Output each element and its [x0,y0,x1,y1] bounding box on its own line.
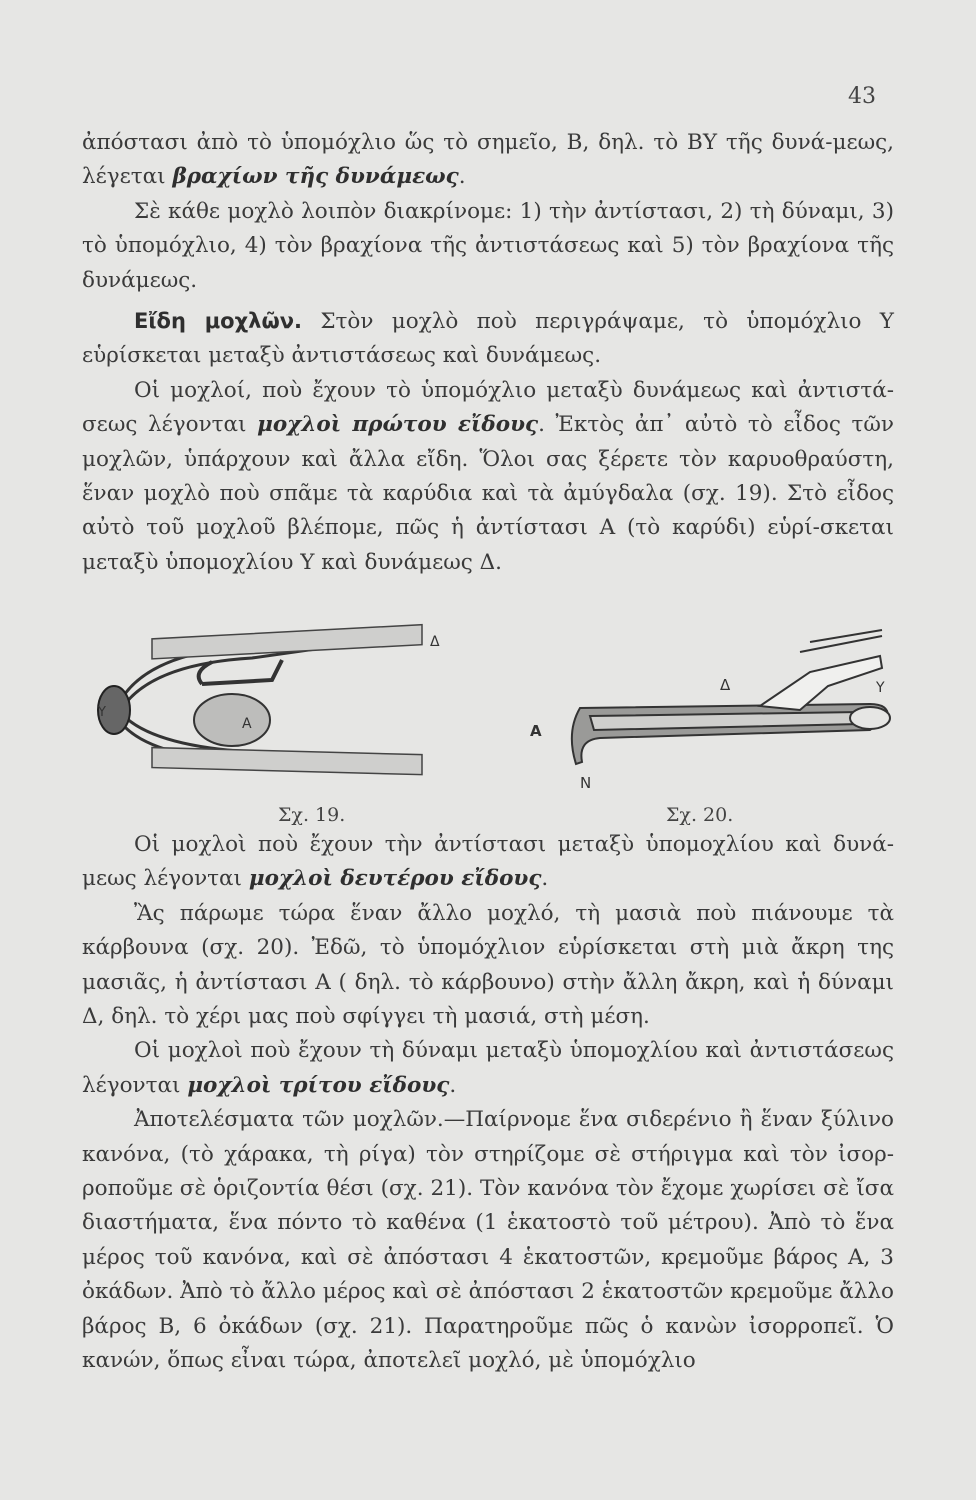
fig19-label-a: Α [242,716,252,732]
paragraph-3 [82,304,894,374]
fig19-label-y: Υ [98,705,106,720]
paragraph-4-text: Οἱ μοχλοί, ποὺ ἔχουν τὸ ὑπομόχλιο μεταξὺ δυνάμεως καὶ ἀντιστά-σεως λέγονται [82,377,894,438]
walnut-icon [194,694,270,746]
paragraph-4 [82,374,894,580]
paragraph-4-rest: . Ἐκτὸς ἀπ᾿ αὐτὸ τὸ εἶδος τῶν μοχλῶν, ὑπάρχουν καὶ ἄλλα εἴδη. Ὅλοι σας ξέρετε τὸν καρυοθραύστη, ἕναν μοχλὸ ποὺ σπᾶμε τὰ καρύδια καὶ τὰ ἀμύγδαλα (σχ. 19). Στὸ εἶδος αὐτὸ τοῦ μοχλοῦ βλέπομε, πῶς ἡ ἀντίστασι Α (τὸ καρύδι) εὑρί-σκεται μεταξὺ ὑπομοχλίου Υ καὶ δυνάμεως Δ. [82,412,894,575]
text-block-top [82,126,894,580]
term-arm-of-force: βραχίων τῆς δυνάμεως [172,164,459,190]
paragraph-5-text: Οἱ μοχλοὶ ποὺ ἔχουν τὴν ἀντίστασι μεταξὺ ὑπομοχλίου καὶ δυνά-μεως λέγονται [82,832,894,892]
term-first-class-lever: μοχλοὶ πρώτου εἴδους [257,412,539,438]
paragraph-3-text: Στὸν μοχλὸ ποὺ περιγράψαμε, τὸ ὑπομόχλιο Υ εὑρίσκεται μεταξὺ ἀντιστάσεως καὶ δυνάμεως. [82,309,894,369]
fig20-label-a: Α [530,722,542,740]
paragraph-1-end: . [458,164,466,190]
paragraph-8: Ἀποτελέσματα τῶν μοχλῶν.—Παίρνομε ἕνα σιδερένιο ἢ ἕναν ξύλινο κανόνα, (τὸ χάρακα, τὴ ρίγα) τὸν στηρίζομε σὲ στήριγμα καὶ τὸν ἰσορ-ροποῦμε σὲ ὁριζοντία θέσι (σχ. 21). Τὸν κανόνα τὸν ἔχομε χωρίσει σὲ ἴσα διαστήματα, ἕνα πόντο τὸ καθένα (1 ἑκατοστὸ τοῦ μέτρου). Ἀπὸ τὸ ἕνα μέρος τοῦ κανόνα, καὶ σὲ ἀπόστασι 4 ἑκατοστῶν, κρεμοῦμε βάρος Α, 3 ὀκάδων. Ἀπὸ τὸ ἄλλο μέρος καὶ σὲ ἀπόστασι 2 ἑκατοστῶν κρεμοῦμε ἄλλο βάρος Β, 6 ὀκάδων (σχ. 21). Παρατηροῦμε πῶς ὁ κανὼν ἰσορροπεῖ. Ὁ κανών, ὅπως εἶναι τώρα, ἀποτελεῖ μοχλό, μὲ ὑπομόχλιο [82,1107,894,1374]
paragraph-6: Ἂς πάρωμε τώρα ἕναν ἄλλο μοχλό, τὴ μασιὰ ποὺ πιάνουμε τὰ κάρβουνα (σχ. 20). Ἐδῶ, τὸ ὑπομόχλιον εὑρίσκεται στὴ μιὰ ἄκρη της μασιᾶς, ἡ ἀντίστασι Α ( δηλ. τὸ κάρβουνο) στὴν ἄλλη ἄκρη, καὶ ἡ δύναμι Δ, δηλ. τὸ χέρι μας ποὺ σφίγγει τὴ μασιά, στὴ μέση. [82,900,894,1030]
term-third-class-lever: μοχλοὶ τρίτου εἴδους [187,1072,450,1098]
paragraph-2: Σὲ κάθε μοχλὸ λοιπὸν διακρίνομε: 1) τὴν ἀντίστασι, 2) τὴ δύναμι, 3) τὸ ὑπομόχλιο, 4) τὸν βραχίονα τῆς ἀντιστάσεως καὶ 5) τὸν βραχίονα τῆς δυνάμεως. [82,198,894,293]
paragraph-7 [82,1034,894,1103]
nutcracker-figure [92,612,452,782]
page-number: 43 [848,84,876,109]
paragraph-5 [82,828,894,897]
term-second-class-lever: μοχλοὶ δευτέρου εἴδους [248,866,542,892]
paragraph-7-end: . [449,1072,457,1098]
paragraph-1-text: ἀπόστασι ἀπὸ τὸ ὑπομόχλιο ὥς τὸ σημεῖο, Β, δηλ. τὸ ΒΥ τῆς δυνά-μεως, λέγεται [82,130,894,190]
fig20-label-y: Υ [876,680,885,696]
paragraph-1 [82,126,894,195]
fig20-label-d: Δ [720,676,731,694]
paragraph-7-text: Οἱ μοχλοὶ ποὺ ἔχουν τὴ δύναμι μεταξὺ ὑπομοχλίου καὶ ἀντιστάσεως λέγονται [82,1038,894,1098]
tongs-figure [510,612,900,802]
caption-fig-19: Σχ. 19. [278,804,346,826]
paragraph-5-end: . [541,866,549,892]
section-heading-lever-types: Εἴδη μοχλῶν. [134,309,302,334]
fig19-label-d: Δ [430,634,440,650]
fig20-label-n: Ν [580,774,592,792]
caption-fig-20: Σχ. 20. [666,804,734,826]
text-block-bottom [82,828,894,1379]
figures-row [92,612,932,832]
